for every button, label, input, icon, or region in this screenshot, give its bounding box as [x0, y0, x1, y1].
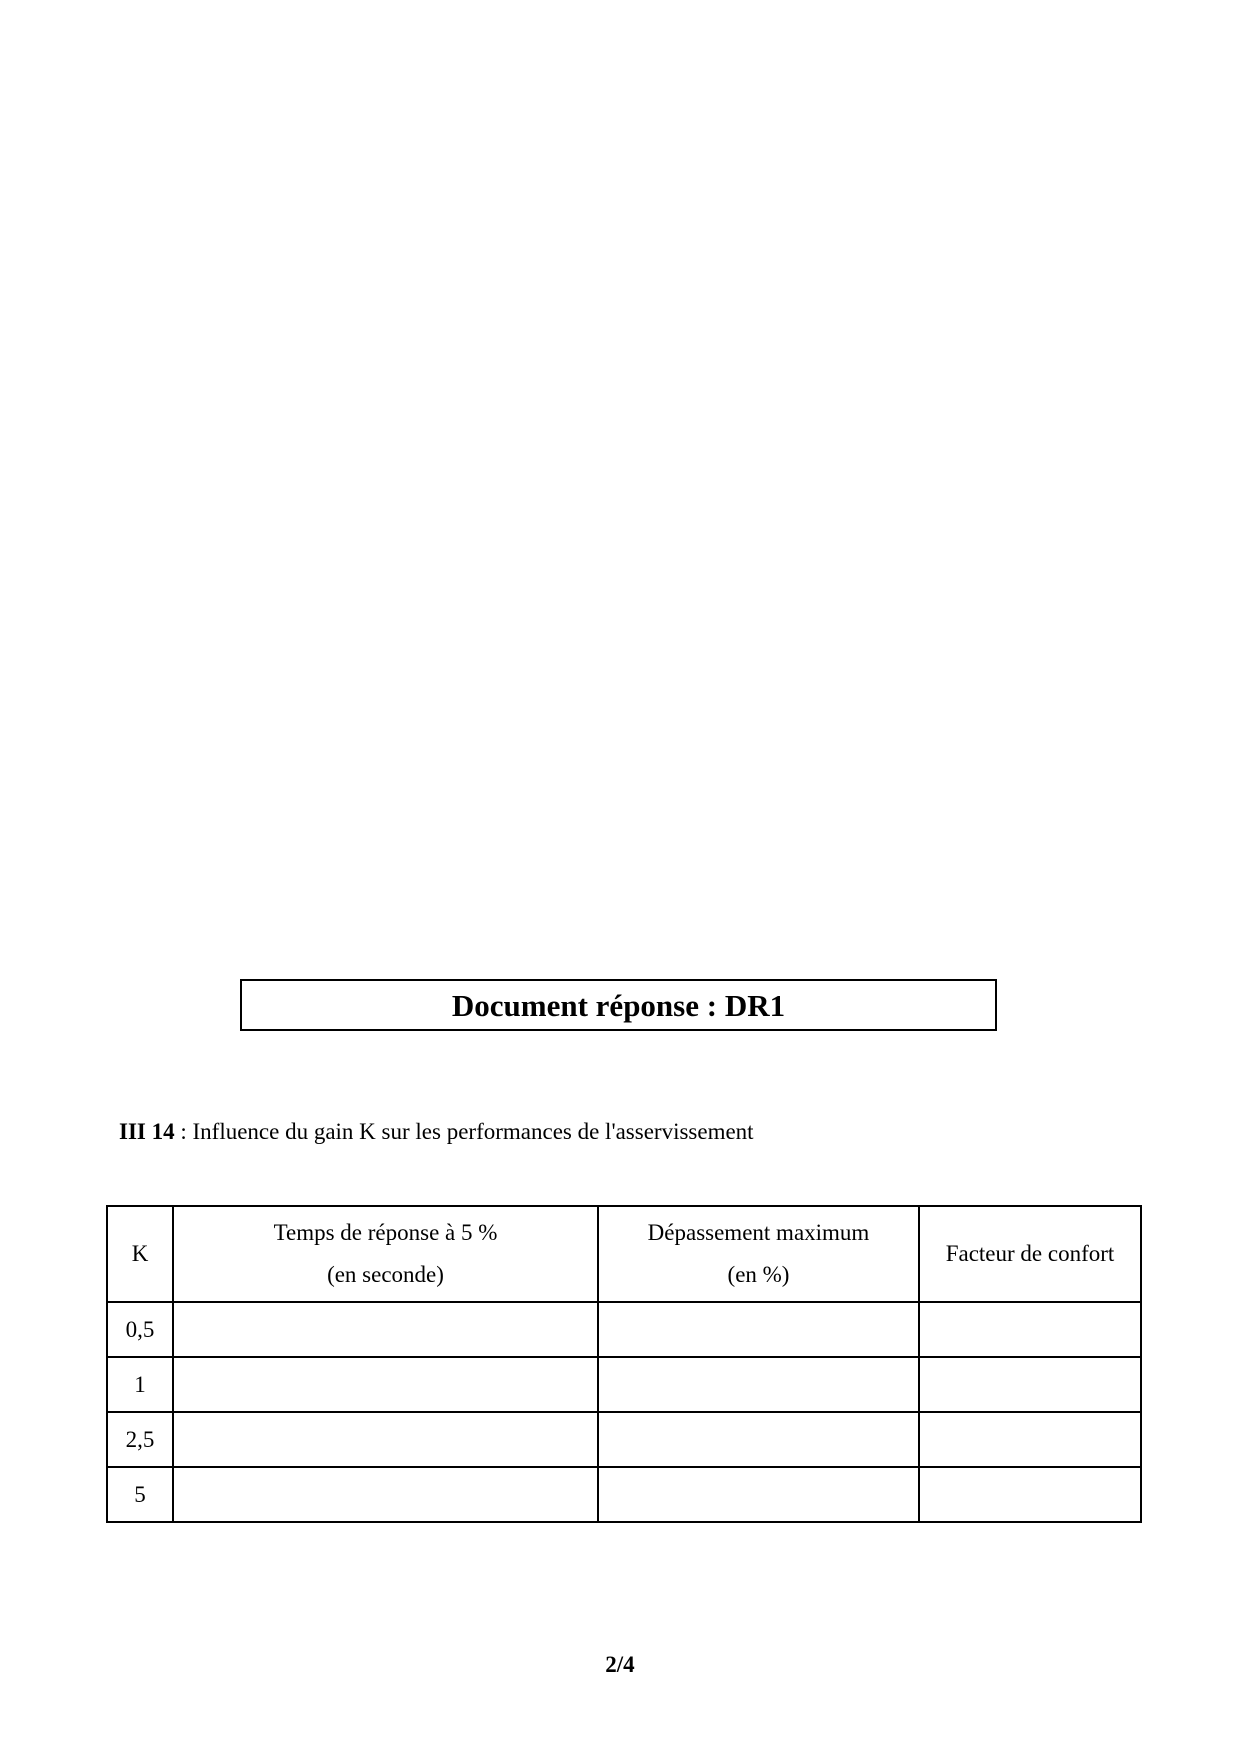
header-k [107, 1206, 173, 1302]
cell-temps[interactable] [173, 1357, 598, 1412]
table-row [107, 1467, 1141, 1522]
cell-confort[interactable] [919, 1302, 1141, 1357]
header-depassement [598, 1206, 919, 1302]
performance-table [106, 1205, 1142, 1523]
header-temps-line2: (en seconde) [327, 1262, 444, 1287]
table-row [107, 1357, 1141, 1412]
table-row [107, 1412, 1141, 1467]
question-line [119, 1118, 754, 1146]
header-depassement-line1: Dépassement maximum [647, 1220, 870, 1245]
header-temps-line1: Temps de réponse à 5 % [273, 1220, 498, 1245]
document-title: Document réponse : DR1 [451, 987, 786, 1023]
cell-depassement[interactable] [598, 1357, 919, 1412]
cell-temps[interactable] [173, 1467, 598, 1522]
page-number: 2/4 [605, 1652, 635, 1677]
cell-confort[interactable] [919, 1467, 1141, 1522]
question-number: III 14 [119, 1119, 175, 1144]
cell-k: 2,5 [107, 1412, 173, 1467]
document-title-box [240, 979, 997, 1031]
cell-temps[interactable] [173, 1302, 598, 1357]
cell-confort[interactable] [919, 1357, 1141, 1412]
header-temps-reponse [173, 1206, 598, 1302]
header-k-label: K [131, 1241, 149, 1266]
cell-confort[interactable] [919, 1412, 1141, 1467]
table-header-row [107, 1206, 1141, 1302]
cell-k: 0,5 [107, 1302, 173, 1357]
cell-temps[interactable] [173, 1412, 598, 1467]
cell-k: 5 [107, 1467, 173, 1522]
cell-depassement[interactable] [598, 1467, 919, 1522]
header-confort-label: Facteur de confort [945, 1241, 1115, 1266]
table-row [107, 1302, 1141, 1357]
header-depassement-line2: (en %) [727, 1262, 790, 1287]
cell-depassement[interactable] [598, 1302, 919, 1357]
cell-k: 1 [107, 1357, 173, 1412]
question-text: : Influence du gain K sur les performances de l'asservissement [174, 1119, 754, 1144]
cell-depassement[interactable] [598, 1412, 919, 1467]
header-facteur-confort [919, 1206, 1141, 1302]
